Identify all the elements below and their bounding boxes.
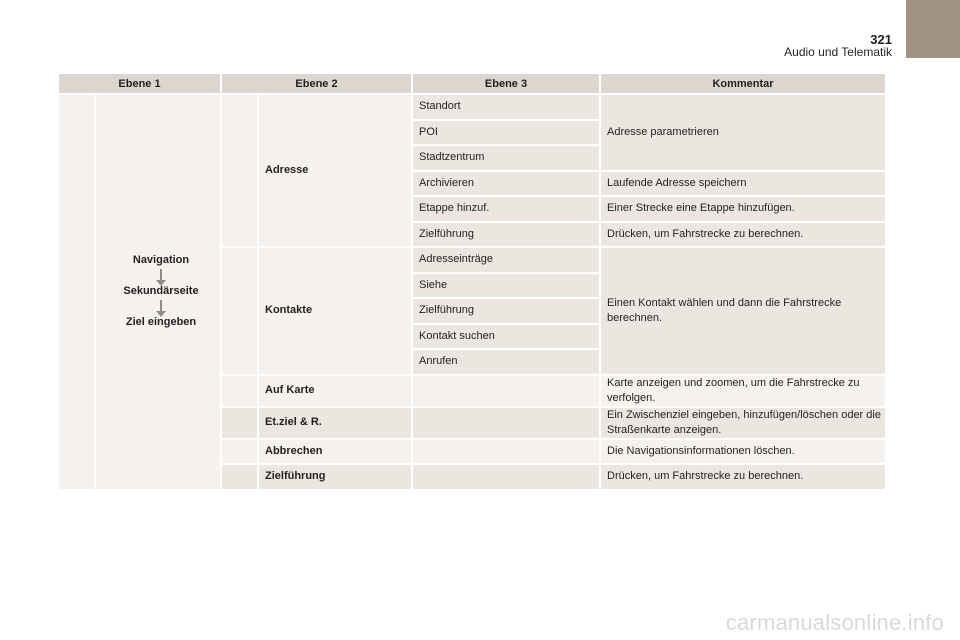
level2-etziel-r: Et.ziel & R. (258, 407, 412, 439)
level3-kontakt-suchen: Kontakt suchen (412, 324, 600, 350)
table-header-row (58, 73, 886, 94)
level3-siehe: Siehe (412, 273, 600, 299)
level1-navigation: Navigation (132, 254, 190, 267)
table-row (58, 94, 886, 120)
level3-anrufen: Anrufen (412, 349, 600, 375)
level2-indent-cell (221, 464, 258, 490)
level3-adresseintraege: Adresseinträge (412, 247, 600, 273)
comment-abbrechen: Die Navigationsinformationen löschen. (600, 439, 886, 465)
level2-indent-cell (221, 407, 258, 439)
page-number: 321 (870, 32, 892, 47)
level2-zielfuehrung: Zielführung (258, 464, 412, 490)
level2-kontakte: Kontakte (258, 247, 412, 375)
column-header-ebene-1: Ebene 1 (58, 73, 221, 94)
level3-zielfuehrung-kontakt: Zielführung (412, 298, 600, 324)
level3-empty (412, 439, 600, 465)
level2-indent-cell (221, 375, 258, 407)
level3-archivieren: Archivieren (412, 171, 600, 197)
level2-adresse: Adresse (258, 94, 412, 247)
chapter-tab-marker (906, 0, 960, 58)
level3-empty (412, 375, 600, 407)
comment-adresse-parametrieren: Adresse parametrieren (600, 94, 886, 171)
column-header-kommentar: Kommentar (600, 73, 886, 94)
level3-standort: Standort (412, 94, 600, 120)
comment-etziel-r: Ein Zwischenziel eingeben, hinzufügen/löschen oder die Straßenkarte anzeigen. (600, 407, 886, 439)
comment-kontakte: Einen Kontakt wählen und dann die Fahrstrecke berechnen. (600, 247, 886, 375)
arrow-down-icon (160, 300, 162, 314)
level1-ziel-eingeben: Ziel eingeben (125, 316, 197, 329)
level3-empty (412, 407, 600, 439)
level3-stadtzentrum: Stadtzentrum (412, 145, 600, 171)
comment-zielfuehrung: Drücken, um Fahrstrecke zu berechnen. (600, 222, 886, 248)
level1-path-cell (95, 94, 221, 490)
arrow-down-icon (160, 269, 162, 283)
level2-indent-cell (221, 439, 258, 465)
level3-poi: POI (412, 120, 600, 146)
comment-zielfuehrung-main: Drücken, um Fahrstrecke zu berechnen. (600, 464, 886, 490)
level2-abbrechen: Abbrechen (258, 439, 412, 465)
column-header-ebene-3: Ebene 3 (412, 73, 600, 94)
level3-zielfuehrung: Zielführung (412, 222, 600, 248)
column-header-ebene-2: Ebene 2 (221, 73, 412, 94)
comment-archivieren: Laufende Adresse speichern (600, 171, 886, 197)
level1-sekundaerseite: Sekundärseite (123, 285, 199, 298)
comment-etappe-hinzuf: Einer Strecke eine Etappe hinzufügen. (600, 196, 886, 222)
navigation-menu-table (57, 72, 887, 491)
level3-etappe-hinzuf: Etappe hinzuf. (412, 196, 600, 222)
level3-empty (412, 464, 600, 490)
comment-auf-karte: Karte anzeigen und zoomen, um die Fahrstrecke zu verfolgen. (600, 375, 886, 407)
level2-indent-cell (221, 247, 258, 375)
watermark: carmanualsonline.info (725, 610, 944, 635)
level1-indent-cell (58, 94, 95, 490)
section-title: Audio und Telematik (784, 45, 892, 59)
level2-indent-cell (221, 94, 258, 247)
level2-auf-karte: Auf Karte (258, 375, 412, 407)
